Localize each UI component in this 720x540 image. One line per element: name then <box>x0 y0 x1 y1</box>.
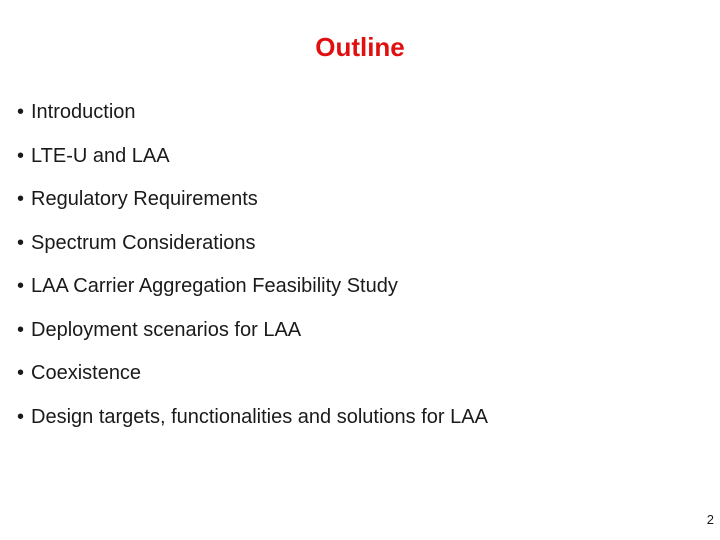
outline-item-label: Introduction <box>31 101 136 123</box>
outline-item-laa-ca-feasibility-study <box>17 272 488 316</box>
bullet-icon: • <box>17 275 25 297</box>
bullet-icon: • <box>17 144 25 167</box>
outline-item-label: LAA Carrier Aggregation Feasibility Study <box>31 275 398 297</box>
bullet-icon: • <box>17 188 25 210</box>
slide-title: Outline <box>315 32 405 62</box>
bullet-icon: • <box>17 362 25 384</box>
outline-item-label: Coexistence <box>31 362 142 384</box>
outline-item-design-targets <box>17 403 488 447</box>
outline-item-introduction <box>17 98 488 142</box>
page-number: 2 <box>706 512 714 527</box>
outline-item-label: LTE-U and LAA <box>31 144 170 167</box>
outline-item-deployment-scenarios <box>17 316 488 360</box>
bullet-icon: • <box>17 318 25 341</box>
outline-item-spectrum-considerations <box>17 229 488 273</box>
outline-item-coexistence <box>17 359 488 403</box>
outline-item-regulatory-requirements <box>17 185 488 229</box>
outline-item-label: Deployment scenarios for LAA <box>31 318 302 341</box>
outline-item-lte-u-and-laa <box>17 142 488 186</box>
bullet-icon: • <box>17 231 25 254</box>
outline-item-label: Regulatory Requirements <box>31 188 258 210</box>
bullet-icon: • <box>17 405 25 428</box>
bullet-icon: • <box>17 101 25 123</box>
outline-item-label: Design targets, functionalities and solutions for LAA <box>31 405 488 428</box>
outline-item-label: Spectrum Considerations <box>31 231 256 254</box>
outline-list <box>17 98 488 446</box>
